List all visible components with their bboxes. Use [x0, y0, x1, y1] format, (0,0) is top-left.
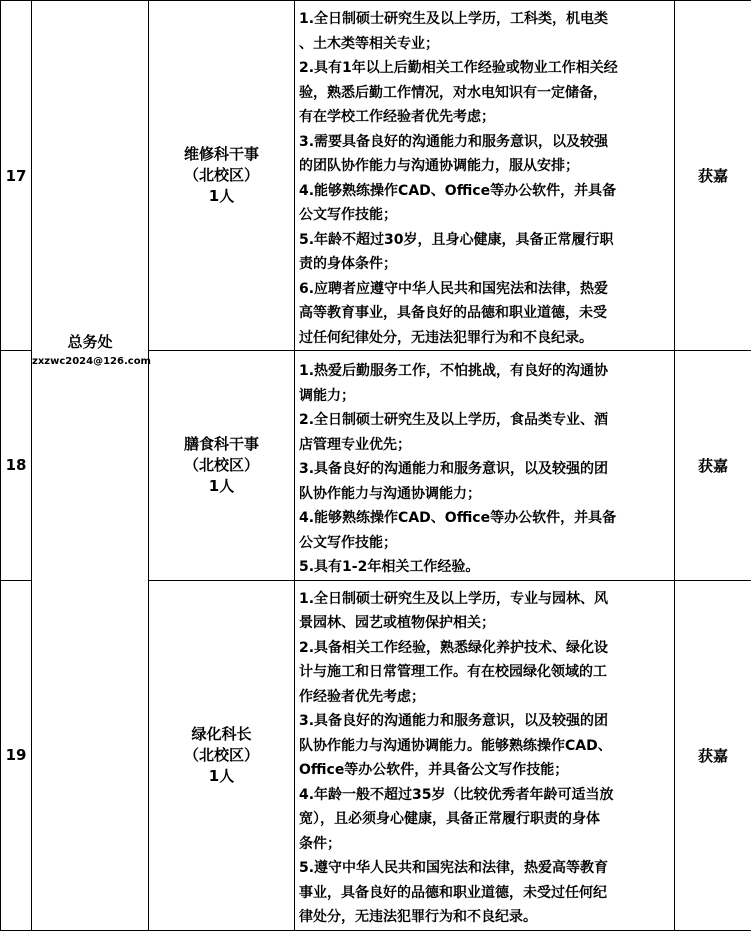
position-campus: （北校区） [149, 745, 294, 766]
department-cell [32, 1, 149, 931]
position-title: 膳食科干事 [149, 434, 294, 455]
position-cell [149, 1, 295, 351]
requirement-line: 4.年龄一般不超过35岁（比较优秀者年龄可适当放 [295, 783, 674, 808]
row-number: 19 [1, 580, 32, 930]
requirement-line: 4.能够熟练操作CAD、Office等办公软件，并具备 [295, 506, 674, 531]
requirement-line: 店管理专业优先； [295, 433, 674, 458]
position-campus: （北校区） [149, 165, 294, 186]
requirement-line: 2.具备相关工作经验，熟悉绿化养护技术、绿化设 [295, 636, 674, 661]
requirement-line: 5.遵守中华人民共和国宪法和法律，热爱高等教育 [295, 856, 674, 881]
requirement-line: 责的身体条件； [295, 252, 674, 277]
requirement-line: 宽），且必须身心健康，具备正常履行职责的身体 [295, 807, 674, 832]
location-cell: 获嘉 [675, 1, 751, 351]
requirement-line: 公文写作技能； [295, 203, 674, 228]
requirements-cell [295, 1, 675, 351]
requirement-line: 队协作能力与沟通协调能力； [295, 482, 674, 507]
requirement-line: 队协作能力与沟通协调能力。能够熟练操作CAD、 [295, 734, 674, 759]
requirement-line: 1.热爱后勤服务工作，不怕挑战，有良好的沟通协 [295, 359, 674, 384]
requirement-line: 3.具备良好的沟通能力和服务意识，以及较强的团 [295, 457, 674, 482]
requirement-line: 作经验者优先考虑； [295, 685, 674, 710]
requirement-line: 的团队协作能力与沟通协调能力，服从安排； [295, 154, 674, 179]
requirement-line: 景园林、园艺或植物保护相关； [295, 611, 674, 636]
requirement-line: 条件； [295, 832, 674, 857]
requirement-line: 高等教育事业，具备良好的品德和职业道德，未受 [295, 301, 674, 326]
position-headcount: 1人 [149, 186, 294, 207]
requirement-line: 5.具有1-2年相关工作经验。 [295, 555, 674, 580]
position-headcount: 1人 [149, 476, 294, 497]
row-number: 18 [1, 351, 32, 581]
requirement-line: 5.年龄不超过30岁，且身心健康，具备正常履行职 [295, 228, 674, 253]
requirement-line: 6.应聘者应遵守中华人民共和国宪法和法律，热爱 [295, 277, 674, 302]
requirement-line: 计与施工和日常管理工作。有在校园绿化领域的工 [295, 660, 674, 685]
table-row [1, 1, 751, 351]
requirement-line: 1.全日制硕士研究生及以上学历，专业与园林、风 [295, 587, 674, 612]
requirement-line: 调能力； [295, 384, 674, 409]
requirement-line: 有在学校工作经验者优先考虑； [295, 105, 674, 130]
requirement-line: 事业，具备良好的品德和职业道德，未受过任何纪 [295, 881, 674, 906]
row-number: 17 [1, 1, 32, 351]
department-name: 总务处 [32, 331, 148, 352]
requirement-line: 、土木类等相关专业； [295, 32, 674, 57]
requirement-line: 4.能够熟练操作CAD、Office等办公软件，并具备 [295, 179, 674, 204]
position-cell [149, 351, 295, 581]
location-cell: 获嘉 [675, 351, 751, 581]
requirement-line: 3.需要具备良好的沟通能力和服务意识，以及较强 [295, 130, 674, 155]
requirement-line: 律处分，无违法犯罪行为和不良纪录。 [295, 905, 674, 930]
department-email: zxzwc2024@126.com [32, 356, 148, 367]
requirement-line: 公文写作技能； [295, 531, 674, 556]
position-cell [149, 580, 295, 930]
requirement-line: 2.全日制硕士研究生及以上学历，食品类专业、酒 [295, 408, 674, 433]
position-title: 维修科干事 [149, 144, 294, 165]
requirements-cell [295, 351, 675, 581]
position-headcount: 1人 [149, 766, 294, 787]
requirement-line: Office等办公软件，并具备公文写作技能； [295, 758, 674, 783]
requirement-line: 验，熟悉后勤工作情况，对水电知识有一定储备， [295, 81, 674, 106]
position-title: 绿化科长 [149, 724, 294, 745]
requirement-line: 3.具备良好的沟通能力和服务意识，以及较强的团 [295, 709, 674, 734]
position-campus: （北校区） [149, 455, 294, 476]
requirement-line: 1.全日制硕士研究生及以上学历，工科类，机电类 [295, 7, 674, 32]
requirement-line: 过任何纪律处分，无违法犯罪行为和不良纪录。 [295, 326, 674, 351]
location-cell: 获嘉 [675, 580, 751, 930]
requirement-line: 2.具有1年以上后勤相关工作经验或物业工作相关经 [295, 56, 674, 81]
requirements-cell [295, 580, 675, 930]
